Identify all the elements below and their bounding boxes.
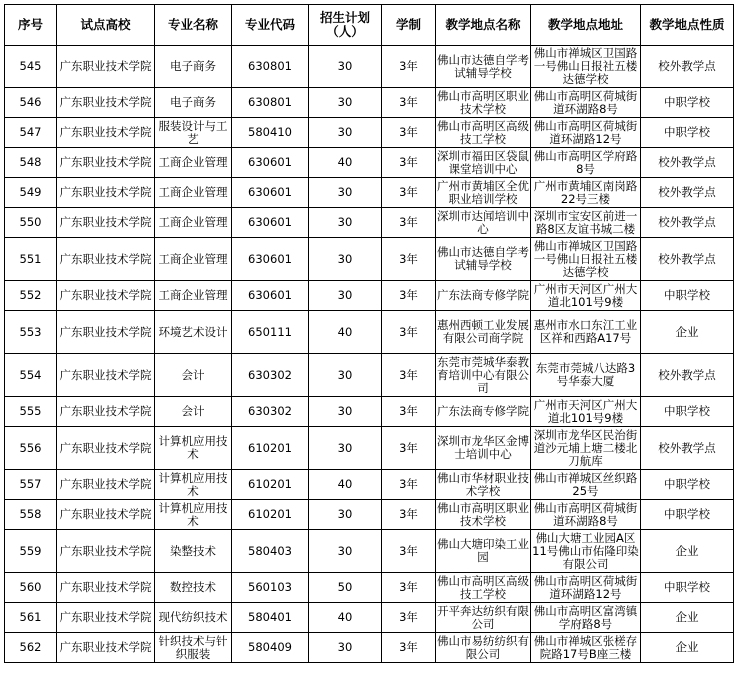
cell-code: 610201: [232, 427, 309, 470]
table-row: [5, 148, 734, 178]
cell-site-name: 东莞市莞城华泰教育培训中心有限公司: [437, 354, 529, 395]
cell-code: 580409: [232, 633, 309, 663]
cell-site-address: 佛山市高明区学府路8号: [531, 148, 641, 178]
cell-seq: 551: [5, 238, 57, 281]
cell-major: 工商企业管理: [155, 148, 232, 178]
cell-seq: 556: [5, 427, 57, 470]
cell-duration: 3年: [382, 427, 436, 470]
cell-site-type: 中职学校: [641, 500, 734, 530]
cell-site-type: 中职学校: [641, 470, 734, 500]
cell-site-name: 佛山市高明区高级技工学校: [437, 118, 529, 146]
table-row: [5, 397, 734, 427]
cell-code: 560103: [232, 573, 309, 603]
cell-major: 染整技术: [155, 530, 232, 573]
cell-site-address: 佛山市高明区荷城街道环湖路8号: [531, 500, 641, 530]
cell-major: 环境艺术设计: [155, 311, 232, 354]
cell-site-name: 佛山市华材职业技术学校: [437, 470, 529, 498]
cell-major: 工商企业管理: [155, 208, 232, 238]
cell-major: 数控技术: [155, 573, 232, 603]
header-site-address: 教学地点地址: [531, 5, 641, 46]
cell-major: 会计: [155, 354, 232, 397]
cell-site-address: 佛山市高明区荷城街道环湖路12号: [531, 118, 641, 148]
cell-plan: 30: [309, 208, 382, 238]
table-row: [5, 470, 734, 500]
cell-plan: 30: [309, 397, 382, 427]
cell-site-name: 佛山市达德自学考试辅导学校: [436, 238, 531, 281]
cell-school: 广东职业技术学院: [57, 530, 155, 573]
header-site-type: 教学地点性质: [641, 5, 734, 46]
cell-site-type: 校外教学点: [641, 148, 734, 178]
cell-major: 现代纺织技术: [155, 603, 232, 633]
cell-plan: 40: [309, 148, 382, 178]
cell-school: 广东职业技术学院: [57, 311, 155, 354]
table-row: [5, 238, 734, 281]
cell-major: 针织技术与针织服装: [155, 633, 232, 663]
cell-seq: 558: [5, 500, 57, 530]
cell-code: 630601: [232, 208, 309, 238]
cell-school: 广东职业技术学院: [57, 470, 155, 500]
cell-code: 630601: [232, 281, 309, 311]
cell-plan: 30: [309, 427, 382, 470]
cell-site-address: 佛山市高明区荷城街道环湖路12号: [531, 573, 641, 603]
cell-school: 广东职业技术学院: [57, 208, 155, 238]
cell-site-name: 深圳市龙华区金博士培训中心: [436, 427, 531, 470]
cell-school: 广东职业技术学院: [57, 118, 155, 148]
cell-plan: 30: [309, 46, 382, 88]
cell-duration: 3年: [382, 208, 436, 238]
table-row: [5, 500, 734, 530]
cell-site-address: 广州市天河区广州大道北101号9楼: [531, 397, 641, 427]
cell-code: 630801: [232, 88, 309, 118]
header-school: 试点高校: [57, 5, 155, 46]
cell-duration: 3年: [382, 148, 436, 178]
cell-major: 电子商务: [155, 88, 232, 118]
cell-site-name: 佛山大塘印染工业园: [436, 530, 531, 573]
cell-site-name: 佛山市达德自学考试辅导学校: [436, 46, 531, 88]
cell-site-name: 开平奔达纺织有限公司: [437, 603, 529, 631]
cell-code: 650111: [232, 311, 309, 354]
cell-site-type: 中职学校: [641, 573, 734, 603]
cell-seq: 548: [5, 148, 57, 178]
cell-duration: 3年: [382, 470, 436, 500]
table-row: [5, 208, 734, 238]
cell-duration: 3年: [382, 281, 436, 311]
cell-school: 广东职业技术学院: [57, 88, 155, 118]
cell-duration: 3年: [382, 238, 436, 281]
cell-school: 广东职业技术学院: [57, 603, 155, 633]
cell-seq: 557: [5, 470, 57, 500]
cell-seq: 550: [5, 208, 57, 238]
cell-site-address: 深圳市宝安区前进一路8区友谊书城二楼: [531, 208, 641, 238]
cell-duration: 3年: [382, 500, 436, 530]
cell-school: 广东职业技术学院: [57, 281, 155, 311]
header-site-name: 教学地点名称: [436, 5, 531, 46]
cell-plan: 30: [309, 500, 382, 530]
cell-plan: 30: [309, 238, 382, 281]
table-row: [5, 88, 734, 118]
cell-site-name: 广东法商专修学院: [436, 397, 531, 427]
cell-school: 广东职业技术学院: [57, 238, 155, 281]
cell-code: 630601: [232, 178, 309, 208]
cell-site-type: 校外教学点: [641, 178, 734, 208]
cell-site-type: 企业: [641, 633, 734, 663]
cell-site-address: 佛山市禅城区张槎存院路17号B座三楼: [531, 633, 641, 663]
header-duration: 学制: [382, 5, 436, 46]
cell-code: 630601: [232, 238, 309, 281]
cell-major: 工商企业管理: [155, 281, 232, 311]
cell-seq: 546: [5, 88, 57, 118]
cell-site-name: 佛山市高明区高级技工学校: [437, 573, 529, 601]
cell-code: 580401: [232, 603, 309, 633]
cell-school: 广东职业技术学院: [57, 633, 155, 663]
table-row: [5, 603, 734, 633]
cell-seq: 549: [5, 178, 57, 208]
cell-code: 610201: [232, 500, 309, 530]
cell-code: 630302: [232, 397, 309, 427]
cell-duration: 3年: [382, 573, 436, 603]
cell-school: 广东职业技术学院: [57, 46, 155, 88]
cell-major: 计算机应用技术: [155, 470, 232, 500]
cell-seq: 555: [5, 397, 57, 427]
enrollment-table-container: [4, 4, 733, 663]
cell-major: 会计: [155, 397, 232, 427]
cell-major: 计算机应用技术: [155, 500, 232, 530]
cell-code: 630302: [232, 354, 309, 397]
cell-duration: 3年: [382, 633, 436, 663]
cell-site-type: 企业: [641, 530, 734, 573]
cell-seq: 545: [5, 46, 57, 88]
header-row: [5, 5, 734, 46]
cell-school: 广东职业技术学院: [57, 178, 155, 208]
cell-plan: 50: [309, 573, 382, 603]
enrollment-table: [4, 4, 734, 663]
cell-plan: 40: [309, 470, 382, 500]
cell-site-name: 佛山市易纺纺织有限公司: [437, 633, 529, 661]
table-body: [5, 46, 734, 663]
table-row: [5, 354, 734, 397]
cell-site-name: 深圳市福田区袋鼠课堂培训中心: [437, 148, 529, 176]
cell-major: 工商企业管理: [155, 238, 232, 281]
cell-code: 580410: [232, 118, 309, 148]
cell-site-address: 佛山市禅城区卫国路一号佛山日报社五楼达德学校: [531, 238, 641, 281]
cell-duration: 3年: [382, 178, 436, 208]
cell-code: 610201: [232, 470, 309, 500]
header-seq: 序号: [5, 5, 57, 46]
cell-school: 广东职业技术学院: [57, 354, 155, 397]
cell-plan: 30: [309, 281, 382, 311]
cell-seq: 554: [5, 354, 57, 397]
cell-plan: 30: [309, 118, 382, 148]
cell-site-name: 广州市黄埔区全优职业培训学校: [437, 178, 529, 206]
table-row: [5, 46, 734, 88]
cell-major: 服装设计与工艺: [155, 118, 232, 148]
cell-major: 计算机应用技术: [155, 427, 232, 470]
cell-code: 630601: [232, 148, 309, 178]
cell-site-address: 广州市天河区广州大道北101号9楼: [531, 281, 641, 311]
cell-duration: 3年: [382, 603, 436, 633]
header-plan: 招生计划（人）: [309, 5, 382, 46]
cell-site-type: 中职学校: [641, 281, 734, 311]
cell-site-address: 东莞市莞城八达路3号华泰大厦: [531, 354, 641, 397]
cell-site-address: 深圳市龙华区民治街道沙元埔上塘二楼北刀航库: [531, 427, 641, 470]
table-row: [5, 178, 734, 208]
cell-duration: 3年: [382, 88, 436, 118]
table-row: [5, 118, 734, 148]
cell-duration: 3年: [382, 311, 436, 354]
cell-seq: 553: [5, 311, 57, 354]
cell-site-name: 惠州西顿工业发展有限公司商学院: [436, 311, 531, 354]
cell-site-type: 校外教学点: [641, 238, 734, 281]
cell-site-type: 校外教学点: [641, 427, 734, 470]
cell-site-name: 佛山市高明区职业技术学校: [437, 500, 529, 528]
cell-code: 580403: [232, 530, 309, 573]
cell-seq: 559: [5, 530, 57, 573]
cell-major: 电子商务: [155, 46, 232, 88]
cell-major: 工商企业管理: [155, 178, 232, 208]
cell-site-name: 深圳市达闻培训中心: [437, 208, 529, 236]
table-row: [5, 573, 734, 603]
cell-duration: 3年: [382, 397, 436, 427]
cell-code: 630801: [232, 46, 309, 88]
cell-site-address: 惠州市水口东江工业区祥和西路A17号: [531, 311, 641, 354]
cell-duration: 3年: [382, 118, 436, 148]
cell-site-type: 中职学校: [641, 397, 734, 427]
cell-site-type: 企业: [641, 603, 734, 633]
cell-site-type: 校外教学点: [641, 208, 734, 238]
cell-site-name: 广东法商专修学院: [436, 281, 531, 311]
cell-plan: 40: [309, 311, 382, 354]
table-row: [5, 281, 734, 311]
cell-school: 广东职业技术学院: [57, 500, 155, 530]
table-row: [5, 633, 734, 663]
cell-site-type: 校外教学点: [641, 354, 734, 397]
table-row: [5, 427, 734, 470]
cell-site-address: 佛山市禅城区丝织路25号: [531, 470, 641, 500]
table-row: [5, 311, 734, 354]
cell-plan: 30: [309, 88, 382, 118]
cell-site-type: 企业: [641, 311, 734, 354]
cell-site-address: 佛山市高明区富湾镇学府路8号: [531, 603, 641, 633]
cell-plan: 30: [309, 354, 382, 397]
header-code: 专业代码: [232, 5, 309, 46]
cell-seq: 552: [5, 281, 57, 311]
cell-plan: 30: [309, 530, 382, 573]
cell-plan: 40: [309, 603, 382, 633]
header-major: 专业名称: [155, 5, 232, 46]
cell-site-address: 佛山大塘工业园A区11号佛山市佑隆印染有限公司: [532, 530, 639, 571]
cell-site-address: 佛山市高明区荷城街道环湖路8号: [531, 88, 641, 118]
cell-site-type: 校外教学点: [641, 46, 734, 88]
cell-site-type: 中职学校: [641, 118, 734, 148]
cell-school: 广东职业技术学院: [57, 573, 155, 603]
cell-school: 广东职业技术学院: [57, 427, 155, 470]
cell-plan: 30: [309, 633, 382, 663]
cell-site-address: 佛山市禅城区卫国路一号佛山日报社五楼达德学校: [531, 46, 641, 88]
cell-duration: 3年: [382, 354, 436, 397]
cell-duration: 3年: [382, 46, 436, 88]
cell-school: 广东职业技术学院: [57, 148, 155, 178]
cell-seq: 560: [5, 573, 57, 603]
cell-seq: 547: [5, 118, 57, 148]
cell-seq: 561: [5, 603, 57, 633]
cell-site-address: 广州市黄埔区南岗路22号三楼: [531, 178, 641, 208]
cell-site-name: 佛山市高明区职业技术学校: [437, 88, 529, 116]
cell-site-type: 中职学校: [641, 88, 734, 118]
cell-school: 广东职业技术学院: [57, 397, 155, 427]
cell-plan: 30: [309, 178, 382, 208]
table-row: [5, 530, 734, 573]
cell-duration: 3年: [382, 530, 436, 573]
cell-seq: 562: [5, 633, 57, 663]
